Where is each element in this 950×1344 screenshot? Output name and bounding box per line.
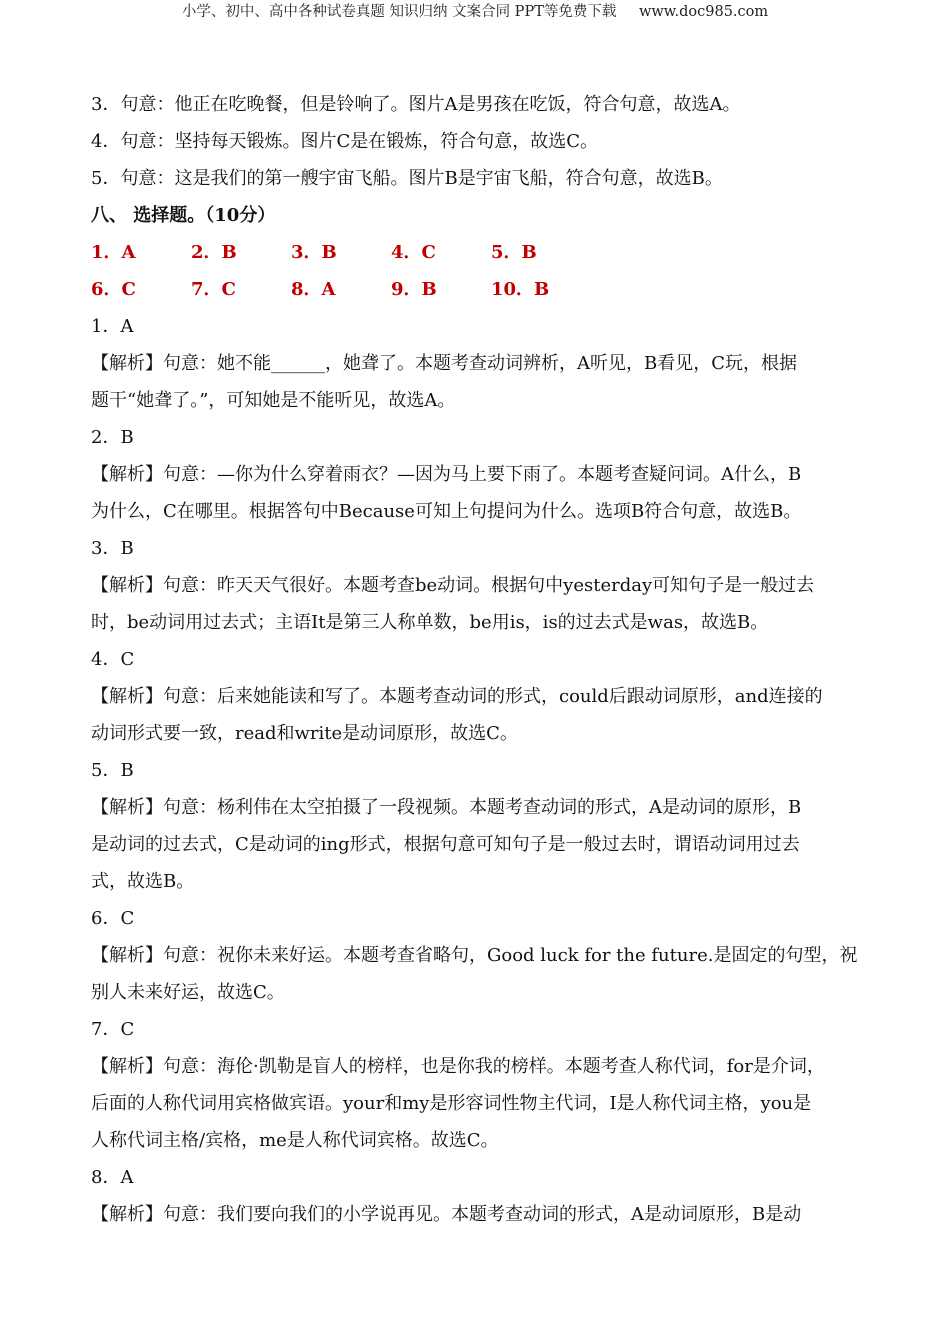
analysis-line: 【解析】句意：后来她能读和写了。本题考查动词的形式，could后跟动词原形，and连接的 (91, 686, 823, 707)
question-number: 8．A (91, 1167, 134, 1188)
question-number: 5．B (91, 760, 134, 781)
answer-item: 6．C (91, 279, 136, 300)
answer-row (91, 271, 861, 308)
answer-item: 4．C (391, 242, 436, 263)
page-header (0, 2, 950, 22)
analysis-line: 【解析】句意：海伦·凯勒是盲人的榜样，也是你我的榜样。本题考查人称代词，for是介词， (91, 1056, 825, 1077)
question-number: 6．C (91, 908, 135, 929)
analysis-line: 动词形式要一致，read和write是动词原形，故选C。 (91, 723, 518, 744)
analysis-line: 式，故选B。 (91, 871, 195, 892)
analysis-line: 【解析】句意：昨天天气很好。本题考查be动词。根据句中yesterday可知句子是一般过去 (91, 575, 815, 596)
question-number: 3．B (91, 538, 134, 559)
answer-item: 10．B (491, 279, 550, 300)
answer-item: 8．A (291, 279, 336, 300)
question-number: 1．A (91, 316, 134, 337)
analysis-line: 后面的人称代词用宾格做宾语。your和my是形容词性物主代词，I是人称代词主格，you是 (91, 1093, 812, 1114)
header-text: 小学、初中、高中各种试卷真题 知识归纳 文案合同 PPT等免费下载 (181, 4, 617, 20)
analysis-line: 为什么，C在哪里。根据答句中Because可知上句提问为什么。选项B符合句意，故选B。 (91, 501, 802, 522)
text-line: 4．句意：坚持每天锻炼。图片C是在锻炼，符合句意，故选C。 (91, 131, 598, 152)
analysis-line: 题干“她聋了。”，可知她是不能听见，故选A。 (91, 390, 456, 411)
question-number: 7．C (91, 1019, 135, 1040)
analysis-line: 别人未来好运，故选C。 (91, 982, 285, 1003)
analysis-line: 人称代词主格/宾格，me是人称代词宾格。故选C。 (91, 1130, 499, 1151)
question-number: 4．C (91, 649, 135, 670)
analysis-line: 【解析】句意：祝你未来好运。本题考查省略句，Good luck for the future.是固定的句型，祝 (91, 945, 858, 966)
answer-item: 3．B (291, 242, 337, 263)
analysis-line: 【解析】句意：杨利伟在太空拍摄了一段视频。本题考查动词的形式，A是动词的原形，B (91, 797, 802, 818)
text-line: 3．句意：他正在吃晚餐，但是铃响了。图片A是男孩在吃饭，符合句意，故选A。 (91, 94, 741, 115)
answer-row (91, 234, 861, 271)
analysis-line: 【解析】句意：我们要向我们的小学说再见。本题考查动词的形式，A是动词原形，B是动 (91, 1204, 802, 1225)
analysis-line: 【解析】句意：—你为什么穿着雨衣？—因为马上要下雨了。本题考查疑问词。A什么，B (91, 464, 802, 485)
answer-item: 9．B (391, 279, 437, 300)
document-body (91, 86, 861, 1233)
header-site[interactable]: www.doc985.com (638, 4, 769, 20)
answer-item: 1．A (91, 242, 136, 263)
analysis-line: 时，be动词用过去式；主语It是第三人称单数，be用is，is的过去式是was，故选B。 (91, 612, 769, 633)
answer-item: 2．B (191, 242, 237, 263)
analysis-line: 是动词的过去式，C是动词的ing形式，根据句意可知句子是一般过去时，谓语动词用过去 (91, 834, 800, 855)
section-title: 八、 选择题。（10分） (91, 205, 276, 226)
text-line: 5．句意：这是我们的第一艘宇宙飞船。图片B是宇宙飞船，符合句意，故选B。 (91, 168, 723, 189)
answer-item: 5．B (491, 242, 537, 263)
analysis-line: 【解析】句意：她不能______，她聋了。本题考查动词辨析，A听见，B看见，C玩，根据 (91, 353, 797, 374)
question-number: 2．B (91, 427, 134, 448)
answer-item: 7．C (191, 279, 236, 300)
